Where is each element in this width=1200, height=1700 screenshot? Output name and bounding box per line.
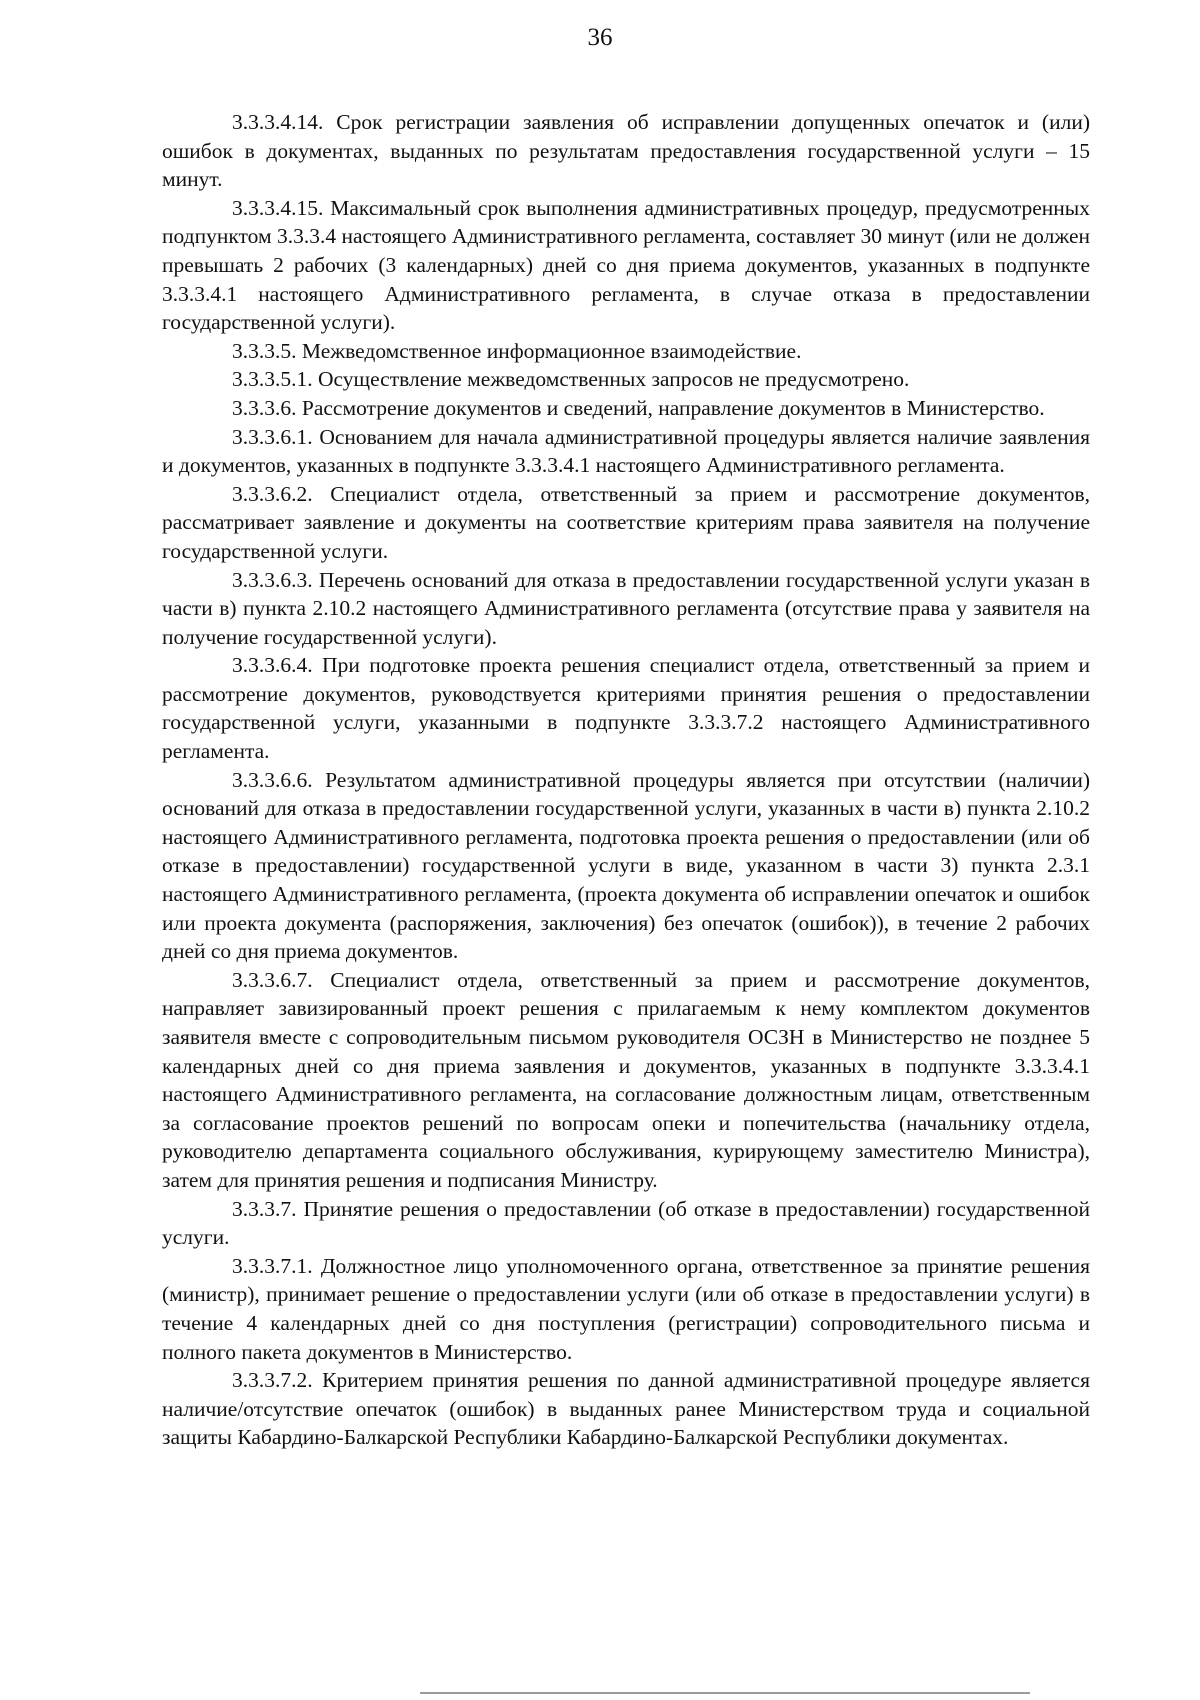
- paragraph-3-3-3-5: 3.3.3.5. Межведомственное информационное взаимодействие.: [232, 338, 802, 363]
- paragraph-3-3-3-5-1: 3.3.3.5.1. Осуществление межведомственных запросов не предусмотрено.: [232, 367, 910, 392]
- paragraph-3-3-3-7-1: 3.3.3.7.1. Должностное лицо уполномоченного органа, ответственное за принятие решения (министр), принимает решение о предоставлении услуги (или об отказе в предоставлении услуги) в течение 4 календарных дней со дня поступления (регистрации) сопроводительного письма и полного пакета документов в Министерство.: [162, 1253, 1090, 1364]
- paragraph-3-3-3-6-3: 3.3.3.6.3. Перечень оснований для отказа в предоставлении государственной услуги указан в части в) пункта 2.10.2 настоящего Административного регламента (отсутствие права у заявителя на получение государственной услуги).: [162, 567, 1090, 649]
- document-body: [162, 108, 1090, 1452]
- paragraph-3-3-3-4-14: 3.3.3.4.14. Срок регистрации заявления об исправлении допущенных опечаток и (или) ошибок в документах, выданных по результатам предоставления государственной услуги – 15 минут.: [162, 110, 1090, 192]
- paragraph-3-3-3-6-1: 3.3.3.6.1. Основанием для начала административной процедуры является наличие заявления и документов, указанных в подпункте 3.3.3.4.1 настоящего Административного регламента.: [162, 424, 1090, 478]
- paragraph-3-3-3-7: 3.3.3.7. Принятие решения о предоставлении (об отказе в предоставлении) государственной услуги.: [162, 1196, 1090, 1250]
- paragraph-3-3-3-4-15: 3.3.3.4.15. Максимальный срок выполнения административных процедур, предусмотренных подпунктом 3.3.3.4 настоящего Административного регламента, составляет 30 минут (или не должен превышать 2 рабочих (3 календарных) дней со дня приема документов, указанных в подпункте 3.3.3.4.1 настоящего Административного регламента, в случае отказа в предоставлении государственной услуги).: [162, 195, 1090, 335]
- paragraph-3-3-3-6-7: 3.3.3.6.7. Специалист отдела, ответственный за прием и рассмотрение документов, направляет завизированный проект решения с прилагаемым к нему комплектом документов заявителя вместе с сопроводительным письмом руководителя ОСЗН в Министерство не позднее 5 календарных дней со дня приема заявления и документов, указанных в подпункте 3.3.3.4.1 настоящего Административного регламента, на согласование должностным лицам, ответственным за согласование проектов решений по вопросам опеки и попечительства (начальнику отдела, руководителю департамента социального обслуживания, курирующему заместителю Министра), затем для принятия решения и подписания Министру.: [162, 967, 1090, 1192]
- paragraph-3-3-3-7-2: 3.3.3.7.2. Критерием принятия решения по данной административной процедуре является наличие/отсутствие опечаток (ошибок) в выданных ранее Министерством труда и социальной защиты Кабардино-Балкарской Республики Кабардино-Балкарской Республики документах.: [162, 1368, 1090, 1450]
- scan-edge-line: [420, 1692, 1030, 1694]
- paragraph-3-3-3-6: 3.3.3.6. Рассмотрение документов и сведений, направление документов в Министерство.: [232, 395, 1045, 420]
- paragraph-3-3-3-6-2: 3.3.3.6.2. Специалист отдела, ответственный за прием и рассмотрение документов, рассматривает заявление и документы на соответствие критериям права заявителя на получение государственной услуги.: [162, 481, 1090, 563]
- paragraph-3-3-3-6-4: 3.3.3.6.4. При подготовке проекта решения специалист отдела, ответственный за прием и рассмотрение документов, руководствуется критериями принятия решения о предоставлении государственной услуги, указанными в подпункте 3.3.3.7.2 настоящего Административного регламента.: [162, 653, 1090, 764]
- paragraph-3-3-3-6-6: 3.3.3.6.6. Результатом административной процедуры является при отсутствии (наличии) оснований для отказа в предоставлении государственной услуги, указанных в части в) пункта 2.10.2 настоящего Административного регламента, подготовка проекта решения о предоставлении (или об отказе в предоставлении) государственной услуги в виде, указанном в части 3) пункта 2.3.1 настоящего Административного регламента, (проекта документа об исправлении опечаток и ошибок или проекта документа (распоряжения, заключения) без опечаток (ошибок)), в течение 2 рабочих дней со дня приема документов.: [162, 767, 1090, 964]
- page-number: 36: [587, 24, 613, 51]
